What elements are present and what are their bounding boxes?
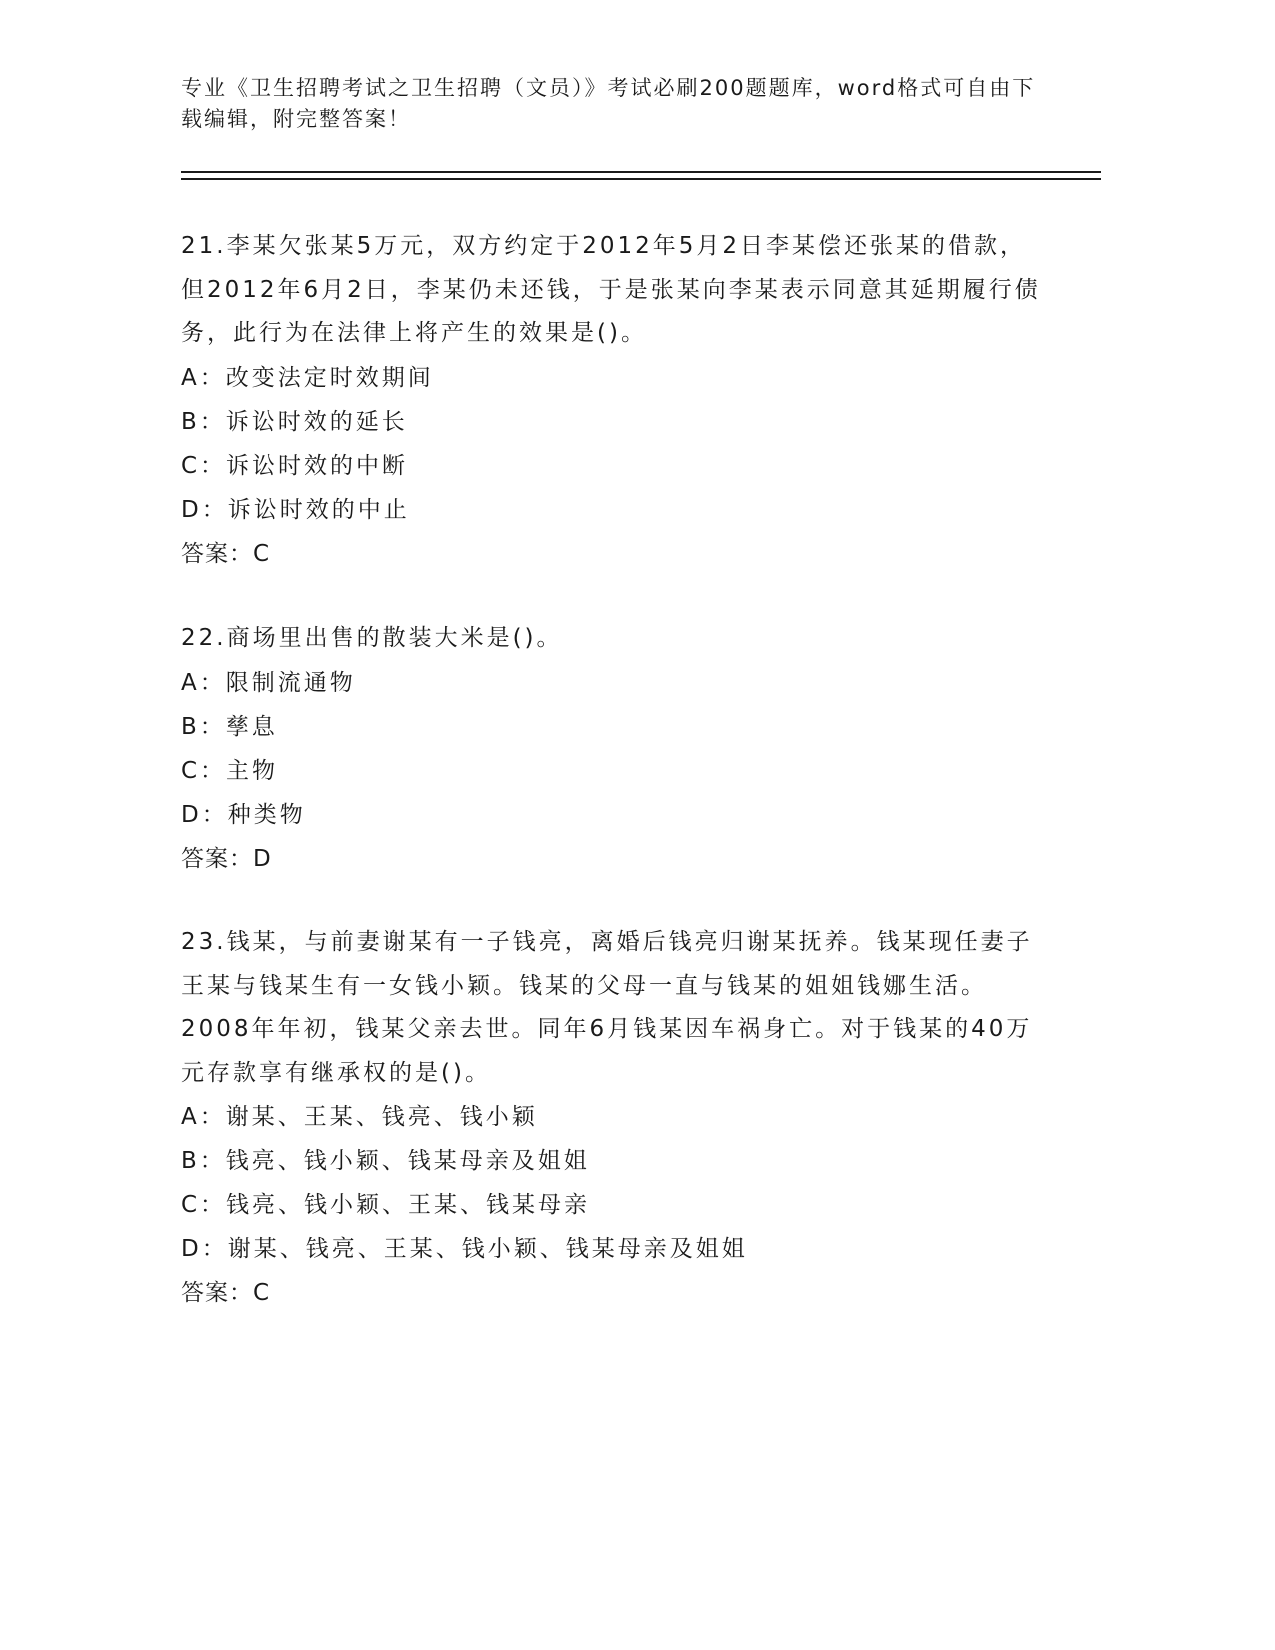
question-22 (181, 617, 1051, 881)
option-a: A：谢某、王某、钱亮、钱小颖 (181, 1104, 538, 1130)
option-d: D：诉讼时效的中止 (181, 496, 410, 523)
question-stem: 23.钱某，与前妻谢某有一子钱亮，离婚后钱亮归谢某抚养。钱某现任妻子王某与钱某生有一女钱小颖。钱某的父母一直与钱某的姐姐钱娜生活。2008年年初，钱某父亲去世。同年6月钱某因车祸身亡。对于钱某的40万元存款享有继承权的是()。 (181, 929, 1033, 1086)
header-rule-bottom (181, 178, 1101, 180)
answer: 答案：D (181, 845, 272, 872)
option-b: B：孳息 (181, 713, 278, 740)
question-stem: 22.商场里出售的散装大米是()。 (181, 625, 563, 651)
option-d: D：种类物 (181, 801, 306, 828)
option-a: A：改变法定时效期间 (181, 364, 434, 391)
option-c: C：主物 (181, 757, 279, 784)
option-d: D：谢某、钱亮、王某、钱小颖、钱某母亲及姐姐 (181, 1236, 748, 1262)
answer: 答案：C (181, 1280, 271, 1306)
option-c: C：钱亮、钱小颖、王某、钱某母亲 (181, 1192, 591, 1218)
document-header: 专业《卫生招聘考试之卫生招聘（文员）》考试必刷200题题库，word格式可自由下载编辑，附完整答案！ (181, 76, 1036, 131)
question-21 (181, 225, 1051, 576)
header-rule-top (181, 171, 1101, 173)
answer: 答案：C (181, 540, 271, 567)
question-stem: 21.李某欠张某5万元，双方约定于2012年5月2日李某偿还张某的借款，但2012年6月2日，李某仍未还钱，于是张某向李某表示同意其延期履行债务，此行为在法律上将产生的效果是()。 (181, 233, 1041, 346)
option-b: B：诉讼时效的延长 (181, 408, 408, 435)
question-23 (181, 921, 1051, 1315)
option-b: B：钱亮、钱小颖、钱某母亲及姐姐 (181, 1148, 590, 1174)
option-a: A：限制流通物 (181, 669, 356, 696)
option-c: C：诉讼时效的中断 (181, 452, 409, 479)
